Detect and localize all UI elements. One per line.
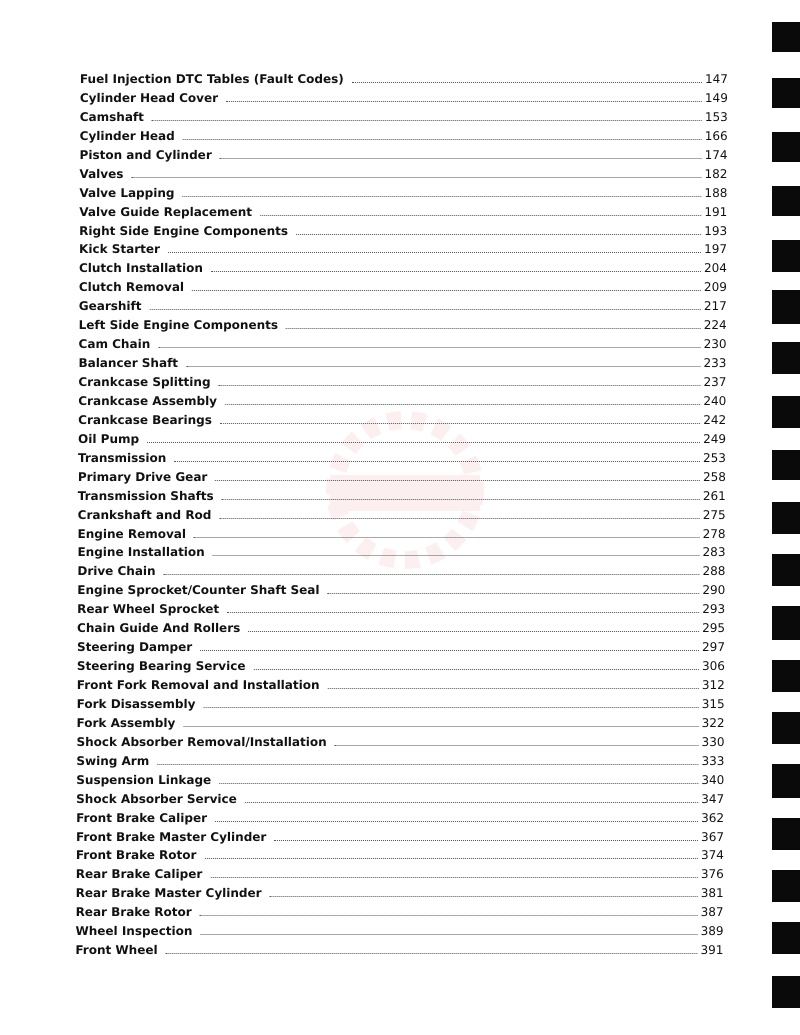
toc-entry[interactable] — [75, 922, 723, 941]
toc-entry-title: Oil Pump — [78, 431, 140, 446]
toc-entry[interactable] — [79, 165, 727, 184]
toc-entry-page: 290 — [702, 583, 726, 598]
toc-entry[interactable] — [80, 146, 728, 165]
toc-entry-page: 381 — [700, 886, 724, 901]
toc-entry[interactable] — [76, 771, 724, 790]
section-tab — [772, 450, 800, 480]
section-tab — [772, 502, 800, 534]
toc-entry-title: Steering Damper — [76, 640, 193, 655]
toc-entry-title: Engine Installation — [77, 545, 205, 560]
toc-entry-page: 188 — [704, 185, 728, 200]
section-tab — [772, 922, 800, 954]
toc-entry-page: 347 — [701, 791, 725, 806]
toc-entry[interactable] — [77, 638, 725, 657]
toc-dot-leader — [174, 449, 700, 462]
toc-entry[interactable] — [80, 89, 728, 108]
toc-dot-leader — [270, 884, 698, 897]
toc-entry-title: Right Side Engine Components — [79, 223, 289, 238]
toc-dot-leader — [245, 790, 699, 803]
toc-entry-page: 376 — [700, 867, 724, 882]
toc-entry-page: 389 — [700, 924, 724, 939]
toc-entry-title: Suspension Linkage — [76, 772, 212, 787]
toc-dot-leader — [286, 316, 701, 329]
section-tab — [772, 132, 800, 162]
toc-entry[interactable] — [78, 373, 726, 392]
toc-dot-leader — [203, 695, 698, 708]
toc-entry-title: Fork Assembly — [76, 715, 176, 730]
toc-entry[interactable] — [79, 259, 727, 278]
toc-dot-leader — [211, 259, 701, 272]
toc-entry[interactable] — [77, 562, 725, 581]
toc-entry-page: 224 — [703, 318, 727, 333]
toc-dot-leader — [150, 297, 701, 310]
toc-entry-page: 204 — [704, 261, 727, 276]
section-tab — [772, 818, 800, 850]
toc-dot-leader — [200, 922, 697, 935]
toc-entry-title: Piston and Cylinder — [79, 147, 212, 162]
toc-entry[interactable] — [77, 657, 725, 676]
toc-entry-title: Cylinder Head — [79, 128, 175, 143]
toc-entry-page: 322 — [701, 715, 725, 730]
toc-entry-title: Crankshaft and Rod — [77, 507, 212, 522]
section-tab — [772, 290, 800, 324]
toc-entry-page: 191 — [704, 204, 728, 219]
toc-entry-page: 362 — [701, 810, 725, 825]
toc-dot-leader — [158, 335, 700, 348]
toc-dot-leader — [253, 657, 699, 670]
toc-dot-leader — [131, 165, 701, 178]
toc-dot-leader — [182, 184, 701, 197]
toc-entry[interactable] — [77, 543, 725, 562]
toc-entry-page: 230 — [703, 337, 727, 352]
toc-entry[interactable] — [77, 695, 725, 714]
toc-entry-page: 209 — [703, 280, 727, 295]
toc-entry[interactable] — [76, 733, 724, 752]
toc-dot-leader — [186, 354, 701, 367]
toc-entry-page: 283 — [702, 545, 726, 560]
section-tab — [772, 186, 800, 216]
toc-entry-page: 233 — [703, 356, 727, 371]
toc-entry-page: 387 — [700, 905, 724, 920]
toc-dot-leader — [210, 865, 698, 878]
toc-entry-page: 153 — [704, 109, 728, 124]
toc-entry[interactable] — [79, 316, 727, 335]
toc-dot-leader — [215, 809, 698, 822]
section-tab — [772, 606, 800, 640]
toc-entry[interactable] — [78, 392, 726, 411]
toc-entry-page: 374 — [700, 848, 724, 863]
toc-entry-title: Engine Removal — [77, 526, 187, 541]
toc-entry-title: Cam Chain — [78, 337, 151, 352]
toc-entry-title: Kick Starter — [79, 242, 160, 257]
toc-dot-leader — [152, 108, 702, 121]
toc-entry-title: Gearshift — [78, 299, 142, 314]
toc-dot-leader — [352, 70, 702, 83]
section-tab — [772, 342, 800, 374]
toc-dot-leader — [204, 846, 698, 859]
toc-entry-page: 174 — [704, 147, 728, 162]
toc-entry[interactable] — [77, 714, 725, 733]
toc-entry-page: 288 — [702, 564, 726, 579]
toc-dot-leader — [168, 240, 701, 253]
toc-entry-page: 275 — [702, 507, 726, 522]
toc-entry-page: 391 — [700, 943, 724, 958]
toc-entry-title: Front Brake Caliper — [76, 810, 208, 825]
toc-entry[interactable] — [79, 335, 727, 354]
toc-dot-leader — [328, 581, 700, 594]
toc-entry-title: Swing Arm — [76, 753, 150, 768]
table-of-contents — [75, 70, 728, 960]
toc-entry[interactable] — [76, 865, 724, 884]
toc-entry-title: Shock Absorber Removal/Installation — [76, 734, 327, 749]
toc-entry-title: Rear Brake Rotor — [75, 905, 192, 920]
toc-entry[interactable] — [76, 790, 724, 809]
toc-entry[interactable] — [78, 468, 726, 487]
toc-entry-title: Fuel Injection DTC Tables (Fault Codes) — [79, 72, 344, 86]
toc-dot-leader — [192, 278, 701, 291]
toc-entry-page: 237 — [703, 375, 727, 389]
toc-dot-leader — [227, 600, 699, 613]
toc-dot-leader — [296, 222, 701, 235]
toc-dot-leader — [213, 543, 700, 556]
toc-dot-leader — [164, 562, 700, 575]
toc-dot-leader — [200, 638, 699, 651]
toc-entry-page: 149 — [704, 90, 728, 105]
toc-entry-page: 367 — [701, 829, 725, 844]
toc-entry-title: Cylinder Head Cover — [79, 90, 219, 105]
toc-entry-title: Front Brake Rotor — [75, 848, 197, 863]
section-tab — [772, 764, 800, 798]
toc-entry-page: 278 — [702, 526, 726, 541]
section-tab — [772, 870, 800, 902]
toc-entry-title: Valve Guide Replacement — [79, 204, 253, 219]
toc-entry-page: 340 — [701, 772, 725, 787]
toc-entry[interactable] — [78, 525, 726, 544]
toc-entry-title: Left Side Engine Components — [78, 318, 279, 333]
toc-entry[interactable] — [77, 676, 725, 695]
toc-entry[interactable] — [77, 581, 725, 600]
toc-entry-title: Wheel Inspection — [75, 924, 193, 939]
toc-entry[interactable] — [78, 430, 726, 449]
toc-entry-title: Engine Sprocket/Counter Shaft Seal — [77, 583, 320, 598]
toc-entry[interactable] — [78, 411, 726, 430]
toc-dot-leader — [219, 506, 699, 519]
toc-entry[interactable] — [78, 449, 726, 468]
toc-entry-page: 249 — [703, 431, 727, 446]
toc-entry-page: 166 — [704, 128, 728, 143]
toc-entry[interactable] — [80, 108, 728, 127]
toc-entry-title: Crankcase Splitting — [78, 375, 211, 389]
toc-entry[interactable] — [76, 903, 724, 922]
toc-entry-page: 193 — [704, 223, 728, 238]
toc-entry-title: Transmission Shafts — [77, 488, 214, 503]
toc-entry-page: 147 — [705, 72, 728, 86]
toc-entry-title: Front Fork Removal and Installation — [76, 678, 320, 692]
toc-entry-title: Valve Lapping — [79, 185, 175, 200]
toc-entry[interactable] — [79, 278, 727, 297]
toc-entry[interactable] — [76, 846, 724, 865]
section-tab — [772, 78, 800, 108]
toc-entry-title: Crankcase Bearings — [78, 412, 212, 427]
toc-entry-page: 306 — [701, 659, 725, 674]
toc-entry[interactable] — [78, 506, 726, 525]
toc-entry-title: Valves — [79, 166, 124, 181]
toc-dot-leader — [328, 676, 699, 689]
toc-entry-page: 253 — [703, 450, 727, 465]
toc-entry-title: Clutch Installation — [78, 261, 203, 276]
toc-dot-leader — [222, 487, 700, 500]
toc-dot-leader — [260, 203, 701, 216]
toc-entry[interactable] — [79, 203, 727, 222]
toc-dot-leader — [274, 828, 698, 841]
toc-dot-leader — [183, 714, 698, 727]
toc-entry[interactable] — [77, 600, 725, 619]
toc-entry[interactable] — [78, 354, 726, 373]
toc-entry[interactable] — [76, 809, 724, 828]
toc-entry-page: 297 — [702, 640, 726, 655]
toc-entry[interactable] — [76, 884, 724, 903]
toc-entry-page: 182 — [704, 166, 728, 181]
section-tab — [772, 22, 800, 52]
toc-dot-leader — [215, 468, 700, 481]
toc-dot-leader — [183, 127, 702, 140]
toc-dot-leader — [248, 619, 699, 632]
section-tab — [772, 240, 800, 272]
toc-dot-leader — [220, 146, 702, 159]
toc-entry-title: Balancer Shaft — [78, 356, 179, 371]
toc-entry-title: Primary Drive Gear — [77, 469, 208, 484]
toc-entry-title: Rear Brake Master Cylinder — [75, 886, 262, 901]
section-tab — [772, 554, 800, 586]
toc-entry-title: Shock Absorber Service — [76, 791, 237, 806]
toc-dot-leader — [166, 941, 698, 954]
toc-entry[interactable] — [79, 222, 727, 241]
toc-dot-leader — [194, 525, 700, 538]
toc-entry-page: 330 — [701, 734, 725, 749]
toc-entry-page: 293 — [702, 602, 726, 617]
toc-dot-leader — [147, 430, 700, 443]
toc-entry-page: 315 — [701, 696, 725, 711]
toc-entry-title: Rear Brake Caliper — [75, 867, 203, 882]
toc-entry-page: 312 — [701, 678, 725, 692]
toc-entry-title: Rear Wheel Sprocket — [77, 602, 220, 617]
toc-entry[interactable] — [79, 240, 727, 259]
section-tab — [772, 660, 800, 692]
toc-dot-leader — [225, 392, 700, 405]
toc-dot-leader — [219, 771, 698, 784]
toc-entry-title: Fork Disassembly — [76, 696, 196, 711]
section-tab — [772, 712, 800, 744]
toc-entry-page: 258 — [702, 469, 726, 484]
toc-entry-title: Front Wheel — [75, 943, 158, 958]
toc-entry-title: Drive Chain — [77, 564, 156, 579]
toc-entry[interactable] — [80, 70, 728, 89]
toc-entry-page: 217 — [703, 299, 727, 314]
toc-entry-title: Steering Bearing Service — [76, 659, 246, 674]
toc-entry[interactable] — [79, 297, 727, 316]
toc-entry-page: 240 — [703, 393, 727, 408]
toc-entry[interactable] — [77, 619, 725, 638]
toc-entry[interactable] — [78, 487, 726, 506]
toc-entry[interactable] — [76, 752, 724, 771]
toc-entry[interactable] — [80, 127, 728, 146]
toc-dot-leader — [219, 373, 701, 386]
toc-dot-leader — [200, 903, 698, 916]
toc-entry[interactable] — [76, 828, 724, 847]
toc-dot-leader — [335, 733, 699, 746]
toc-dot-leader — [226, 89, 702, 102]
section-tab — [772, 976, 800, 1008]
toc-entry-title: Clutch Removal — [78, 280, 185, 295]
toc-entry[interactable] — [79, 184, 727, 203]
toc-entry-title: Chain Guide And Rollers — [77, 621, 241, 636]
toc-entry-page: 197 — [704, 242, 728, 257]
toc-dot-leader — [157, 752, 698, 765]
toc-entry-page: 333 — [701, 753, 725, 768]
toc-dot-leader — [220, 411, 700, 424]
toc-entry-title: Crankcase Assembly — [78, 393, 218, 408]
toc-entry-page: 261 — [702, 488, 726, 503]
toc-entry[interactable] — [75, 941, 723, 960]
toc-entry-title: Front Brake Master Cylinder — [75, 829, 267, 844]
toc-entry-title: Camshaft — [79, 109, 144, 124]
toc-entry-title: Transmission — [77, 450, 167, 465]
toc-entry-page: 295 — [702, 621, 726, 636]
toc-entry-page: 242 — [703, 412, 727, 427]
section-tab — [772, 396, 800, 428]
